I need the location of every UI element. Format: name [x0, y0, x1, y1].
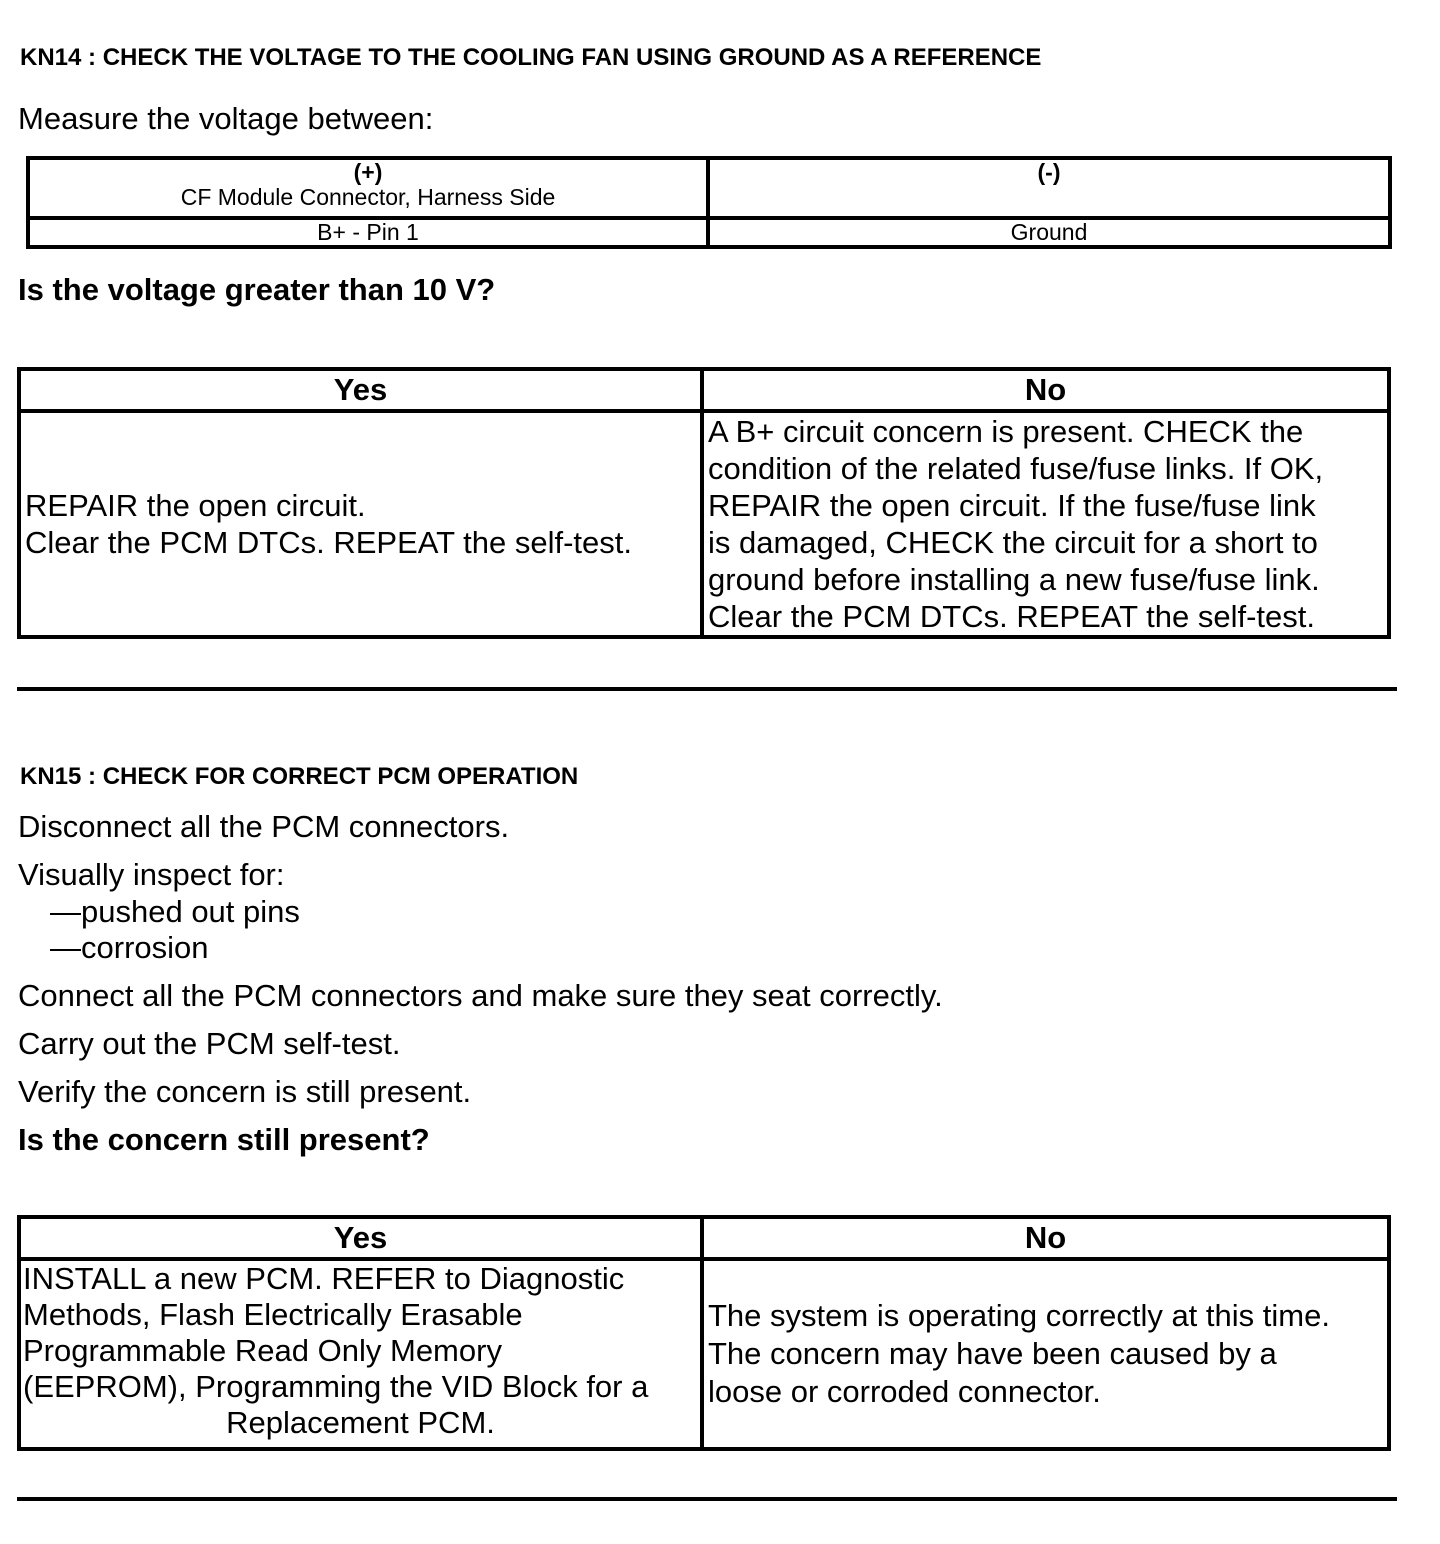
kn14-no-line: ground before installing a new fuse/fuse link. — [708, 562, 1320, 597]
kn14-question: Is the voltage greater than 10 V? — [18, 272, 496, 307]
negative-value: Ground — [708, 218, 1390, 247]
kn15-no-line: The system is operating correctly at this time. — [708, 1298, 1330, 1333]
negative-header-cell — [708, 158, 1390, 218]
kn15-yes-line: Programmable Read Only Memory — [23, 1333, 502, 1368]
kn15-no-cell — [702, 1259, 1389, 1449]
kn15-step-verify: Verify the concern is still present. — [18, 1074, 472, 1109]
kn14-yes-line: Clear the PCM DTCs. REPEAT the self-test. — [25, 525, 632, 560]
kn14-no-header: No — [702, 369, 1389, 411]
kn14-no-line: A B+ circuit concern is present. CHECK the — [708, 414, 1304, 449]
kn14-yes-line: REPAIR the open circuit. — [25, 488, 366, 523]
positive-header-cell — [28, 158, 708, 218]
inspect-item: —corrosion — [50, 930, 209, 965]
kn15-yes-line: Replacement PCM. — [226, 1405, 495, 1440]
kn14-no-line: Clear the PCM DTCs. REPEAT the self-test. — [708, 599, 1315, 634]
kn14-no-line: is damaged, CHECK the circuit for a short to — [708, 525, 1318, 560]
kn14-yes-header: Yes — [19, 369, 702, 411]
kn14-no-cell — [702, 411, 1389, 637]
kn14-no-line: REPAIR the open circuit. If the fuse/fuse link — [708, 488, 1316, 523]
kn14-title: KN14 : CHECK THE VOLTAGE TO THE COOLING FAN USING GROUND AS A REFERENCE — [20, 44, 1042, 71]
kn15-question: Is the concern still present? — [18, 1122, 430, 1157]
kn15-step-disconnect: Disconnect all the PCM connectors. — [18, 809, 510, 844]
section-divider — [17, 687, 1397, 691]
inspect-item: —pushed out pins — [50, 894, 300, 929]
kn15-title: KN15 : CHECK FOR CORRECT PCM OPERATION — [20, 763, 579, 790]
kn15-result-table — [17, 1215, 1391, 1451]
kn15-yes-line: Methods, Flash Electrically Erasable — [23, 1297, 523, 1332]
kn14-no-line: condition of the related fuse/fuse links. If OK, — [708, 451, 1324, 486]
kn15-no-line: loose or corroded connector. — [708, 1374, 1101, 1409]
negative-header: (-) — [1037, 159, 1061, 185]
kn14-result-table — [17, 367, 1391, 639]
positive-header: (+) — [353, 159, 383, 185]
kn15-no-header: No — [702, 1217, 1389, 1259]
kn15-yes-line: INSTALL a new PCM. REFER to Diagnostic — [23, 1261, 625, 1296]
kn15-no-line: The concern may have been caused by a — [708, 1336, 1277, 1371]
kn15-step-connect: Connect all the PCM connectors and make sure they seat correctly. — [18, 978, 943, 1013]
kn14-instruction: Measure the voltage between: — [18, 101, 434, 136]
kn15-yes-line: (EEPROM), Programming the VID Block for a — [23, 1369, 649, 1404]
kn15-step-inspect: Visually inspect for: — [18, 857, 285, 892]
kn14-yes-cell — [19, 411, 702, 637]
positive-subheader: CF Module Connector, Harness Side — [180, 184, 556, 210]
kn15-yes-cell — [19, 1259, 702, 1449]
positive-value: B+ - Pin 1 — [28, 218, 708, 247]
section-divider — [17, 1497, 1397, 1501]
kn15-step-selftest: Carry out the PCM self-test. — [18, 1026, 401, 1061]
measurement-table — [26, 156, 1392, 249]
kn15-yes-header: Yes — [19, 1217, 702, 1259]
